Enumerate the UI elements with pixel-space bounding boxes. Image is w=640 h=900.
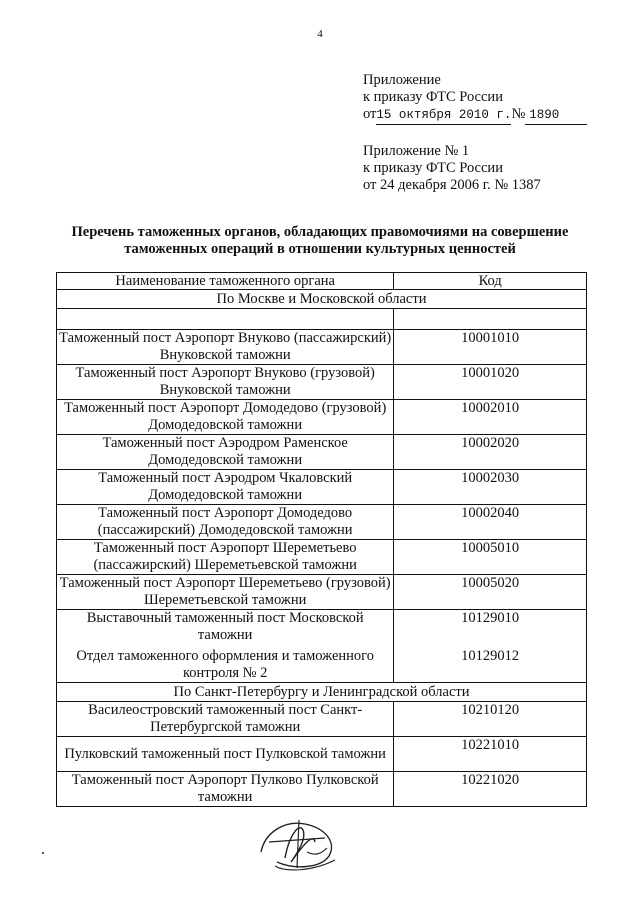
customs-office-code: 10221020: [394, 772, 587, 807]
title-line-2: таможенных операций в отношении культурных ценностей: [124, 241, 516, 257]
region-row: [57, 290, 587, 309]
table-row: [57, 470, 587, 505]
customs-office-name: Василеостровский таможенный пост Санкт-Петербургской таможни: [57, 702, 394, 737]
customs-office-code: 10001020: [394, 365, 587, 400]
spacer-row: [57, 309, 587, 330]
table-row: [57, 540, 587, 575]
customs-office-name: Таможенный пост Аэропорт Домодедово (пассажирский) Домодедовской таможни: [57, 505, 394, 540]
document-title: [0, 224, 640, 258]
annex-number: 1890: [525, 107, 587, 125]
page-number: 4: [317, 28, 323, 40]
customs-office-code: 10005020: [394, 575, 587, 610]
annex-label: Приложение: [363, 72, 441, 88]
customs-office-name: Таможенный пост Аэропорт Внуково (пассажирский) Внуковской таможни: [57, 330, 394, 365]
original-annex-header: [363, 143, 541, 194]
customs-office-code: 10002030: [394, 470, 587, 505]
customs-office-name: Таможенный пост Аэродром Чкаловский Домодедовской таможни: [57, 470, 394, 505]
customs-office-code: 10002020: [394, 435, 587, 470]
spacer-cell: [394, 309, 587, 330]
annex-date-prefix: от: [363, 106, 377, 122]
table-row: [57, 772, 587, 807]
title-line-1: Перечень таможенных органов, обладающих правомочиями на совершение: [71, 224, 569, 240]
table-row: [57, 575, 587, 610]
table-row: [57, 737, 587, 772]
customs-office-code: 10002040: [394, 505, 587, 540]
annex-number-prefix: №: [511, 106, 526, 122]
column-header-name: Наименование таможенного органа: [57, 273, 394, 290]
table-row: [57, 702, 587, 737]
customs-office-name: Таможенный пост Аэропорт Домодедово (грузовой) Домодедовской таможни: [57, 400, 394, 435]
customs-office-code: 10002010: [394, 400, 587, 435]
customs-office-name: Таможенный пост Аэропорт Внуково (грузовой) Внуковской таможни: [57, 365, 394, 400]
customs-office-name: Таможенный пост Аэропорт Шереметьево (пассажирский) Шереметьевской таможни: [57, 540, 394, 575]
customs-office-name-pair: [57, 610, 394, 683]
customs-office-code: 10129010: [461, 610, 520, 626]
customs-office-name: Выставочный таможенный пост Московской таможни: [86, 610, 364, 643]
original-order-date: от 24 декабря 2006 г. № 1387: [363, 177, 541, 193]
spacer-cell: [57, 309, 394, 330]
customs-office-name: Пулковский таможенный пост Пулковской таможни: [57, 737, 394, 772]
table-row: [57, 400, 587, 435]
table-row: [57, 435, 587, 470]
customs-registry-table: [56, 272, 587, 807]
column-header-code: Код: [394, 273, 587, 290]
table-row: [57, 505, 587, 540]
customs-office-code: 10221010: [394, 737, 587, 772]
customs-office-name: Отдел таможенного оформления и таможенного контроля № 2: [76, 648, 374, 681]
original-order-ref: к приказу ФТС России: [363, 160, 503, 176]
annex-header: [363, 72, 587, 125]
original-annex-label: Приложение № 1: [363, 143, 470, 159]
table-header-row: [57, 273, 587, 290]
region-title: По Москве и Московской области: [57, 290, 587, 309]
customs-office-code: 10129012: [461, 648, 520, 664]
customs-office-code-pair: [394, 610, 587, 683]
customs-office-code: 10001010: [394, 330, 587, 365]
region-title: По Санкт-Петербургу и Ленинградской области: [57, 683, 587, 702]
customs-office-name: Таможенный пост Аэродром Раменское Домодедовской таможни: [57, 435, 394, 470]
annex-order-ref: к приказу ФТС России: [363, 89, 503, 105]
customs-office-name: Таможенный пост Аэропорт Пулково Пулковской таможни: [57, 772, 394, 807]
registry-body: [57, 290, 587, 807]
customs-office-name: Таможенный пост Аэропорт Шереметьево (грузовой) Шереметьевской таможни: [57, 575, 394, 610]
region-row: [57, 683, 587, 702]
annex-date: 15 октября 2010 г.: [376, 107, 511, 125]
table-row: [57, 365, 587, 400]
table-row: [57, 330, 587, 365]
handwritten-signature: [255, 812, 345, 874]
table-row-double: [57, 610, 587, 683]
customs-office-code: 10210120: [394, 702, 587, 737]
scan-speck: [42, 852, 44, 854]
customs-office-code: 10005010: [394, 540, 587, 575]
annex-date-line: [363, 106, 587, 125]
